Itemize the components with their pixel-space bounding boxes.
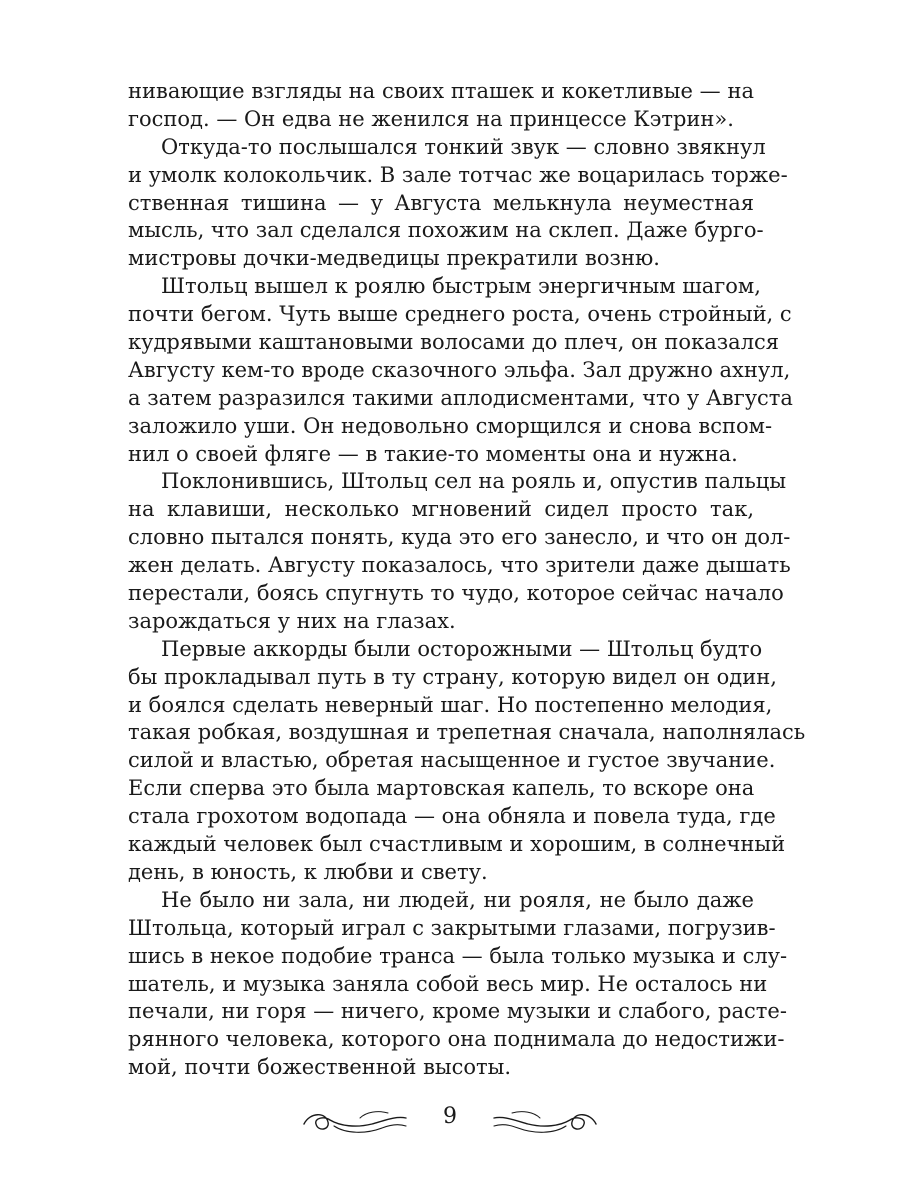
text-line: и боялся сделать неверный шаг. Но постепенно мелодия, — [128, 692, 773, 717]
text-line: заложило уши. Он недовольно сморщился и снова вспом- — [128, 413, 773, 438]
text-line: рянного человека, которого она поднимала до недостижи- — [128, 1027, 785, 1052]
text-line: мистровы дочки-медведицы прекратили возню. — [128, 246, 660, 271]
text-line: мысль, что зал сделался похожим на склеп. Даже бурго- — [128, 218, 764, 243]
text-line: каждый человек был счастливым и хорошим, в солнечный — [128, 832, 786, 857]
text-line: бы прокладывал путь в ту страну, которую видел он один, — [128, 664, 777, 689]
text-line: мой, почти божественной высоты. — [128, 1055, 512, 1080]
flourish-ornament-left-icon — [300, 1104, 410, 1136]
page-number: 9 — [443, 1104, 457, 1129]
text-line: силой и властью, обретая насыщенное и густое звучание. — [128, 748, 776, 773]
text-line: на клавиши, несколько мгновений сидел просто так, — [128, 497, 754, 522]
text-line: Августу кем-то вроде сказочного эльфа. Зал дружно ахнул, — [128, 357, 791, 382]
text-line: жен делать. Августу показалось, что зрители даже дышать — [128, 553, 791, 578]
page-footer — [300, 1100, 600, 1140]
text-line: шись в некое подобие транса — была только музыка и слу- — [128, 943, 788, 968]
text-line: шатель, и музыка заняла собой весь мир. Не осталось ни — [128, 971, 768, 996]
text-line: печали, ни горя — ничего, кроме музыки и слабого, расте- — [128, 999, 787, 1024]
text-line: день, в юность, к любви и свету. — [128, 859, 488, 884]
text-line: Если сперва это была мартовская капель, то вскоре она — [128, 776, 755, 801]
body-text — [128, 78, 806, 1082]
text-line: перестали, боясь спугнуть то чудо, которое сейчас начало — [128, 581, 784, 606]
text-line: нивающие взгляды на своих пташек и кокетливые — на — [128, 79, 754, 103]
text-line: ственная тишина — у Августа мелькнула неуместная — [128, 190, 754, 215]
text-line: нил о своей фляге — в такие-то моменты она и нужна. — [128, 441, 738, 466]
paragraph-first-line: Штольц вышел к роялю быстрым энергичным шагом, — [161, 274, 761, 299]
text-line: словно пытался понять, куда это его занесло, и что он дол- — [128, 525, 791, 550]
paragraph-first-line: Не было ни зала, ни людей, ни рояля, не было даже — [161, 887, 754, 912]
text-line: кудрявыми каштановыми волосами до плеч, он показался — [128, 330, 780, 355]
text-line: и умолк колокольчик. В зале тотчас же воцарилась торже- — [128, 162, 788, 187]
text-line: зарождаться у них на глазах. — [128, 608, 456, 633]
text-line: а затем разразился такими аплодисментами, что у Августа — [128, 385, 793, 410]
text-line: такая робкая, воздушная и трепетная сначала, наполнялась — [128, 720, 806, 745]
text-line: стала грохотом водопада — она обняла и повела туда, где — [128, 804, 776, 829]
text-line: почти бегом. Чуть выше среднего роста, очень стройный, с — [128, 302, 792, 327]
paragraph-first-line: Откуда-то послышался тонкий звук — словно звякнул — [161, 134, 766, 159]
paragraph-first-line: Поклонившись, Штольц сел на рояль и, опустив пальцы — [161, 469, 787, 494]
flourish-ornament-right-icon — [490, 1104, 600, 1136]
paragraph-first-line: Первые аккорды были осторожными — Штольц будто — [161, 636, 763, 661]
text-line: господ. — Он едва не женился на принцессе Кэтрин». — [128, 106, 734, 131]
text-line: Штольца, который играл с закрытыми глазами, погрузив- — [128, 915, 776, 940]
